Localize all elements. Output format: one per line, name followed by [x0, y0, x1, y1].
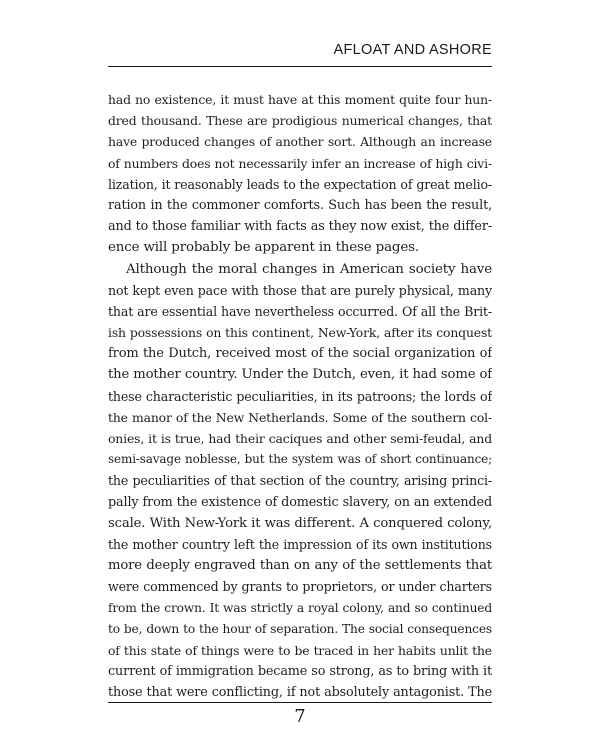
footer-rule: [108, 702, 492, 703]
header-rule: [108, 66, 492, 67]
text-line: ration in the commoner comforts. Such has been the result,: [108, 197, 492, 213]
text-line: of this state of things were to be traced in her habits unlit the: [108, 642, 492, 658]
text-line: to be, down to the hour of separation. The social consequences: [108, 621, 492, 636]
page-number: 7: [294, 706, 306, 727]
text-line: ence will probably be apparent in these pages.: [108, 240, 419, 256]
text-line: dred thousand. These are prodigious numerical changes, that: [108, 113, 492, 129]
text-line: pally from the existence of domestic slavery, on an extended: [108, 494, 492, 510]
text-line: more deeply engraved than on any of the settlements that: [108, 558, 492, 574]
text-line: from the Dutch, received most of the social organization of: [108, 346, 492, 362]
text-line: of numbers does not necessarily infer an increase of high civi-: [108, 155, 492, 171]
text-line: and to those familiar with facts as they now exist, the differ-: [108, 219, 492, 235]
text-line: have produced changes of another sort. Although an increase: [108, 134, 492, 150]
text-line: that are essential have nevertheless occurred. Of all the Brit-: [108, 303, 492, 319]
text-line: had no existence, it must have at this moment quite four hun-: [108, 92, 492, 107]
running-head: AFLOAT AND ASHORE: [333, 42, 492, 58]
text-line: ish possessions on this continent, New-York, after its conquest: [108, 325, 492, 341]
text-line: Although the moral changes in American society have: [126, 261, 492, 277]
text-line: lization, it reasonably leads to the expectation of great melio-: [108, 176, 492, 192]
text-line: from the crown. It was strictly a royal colony, and so continued: [108, 600, 492, 615]
text-line: the mother country left the impression of its own institutions: [108, 536, 492, 552]
text-line: the mother country. Under the Dutch, even, it had some of: [108, 367, 492, 383]
text-line: current of immigration became so strong, as to bring with it: [108, 664, 492, 680]
text-line: were commenced by grants to proprietors, or under charters: [108, 579, 492, 595]
text-line: semi-savage noblesse, but the system was of short continuance;: [108, 452, 492, 467]
text-line: the peculiarities of that section of the country, arising princi-: [108, 473, 492, 489]
text-line: not kept even pace with those that are purely physical, many: [108, 282, 492, 298]
text-line: these characteristic peculiarities, in its patroons; the lords of: [108, 388, 492, 404]
text-line: those that were conflicting, if not absolutely antagonist. The: [108, 685, 492, 701]
body-text: [108, 89, 492, 703]
text-line: onies, it is true, had their caciques and other semi-feudal, and: [108, 431, 492, 446]
text-line: the manor of the New Netherlands. Some of the southern col-: [108, 409, 492, 425]
text-line: scale. With New-York it was different. A conquered colony,: [108, 515, 492, 531]
